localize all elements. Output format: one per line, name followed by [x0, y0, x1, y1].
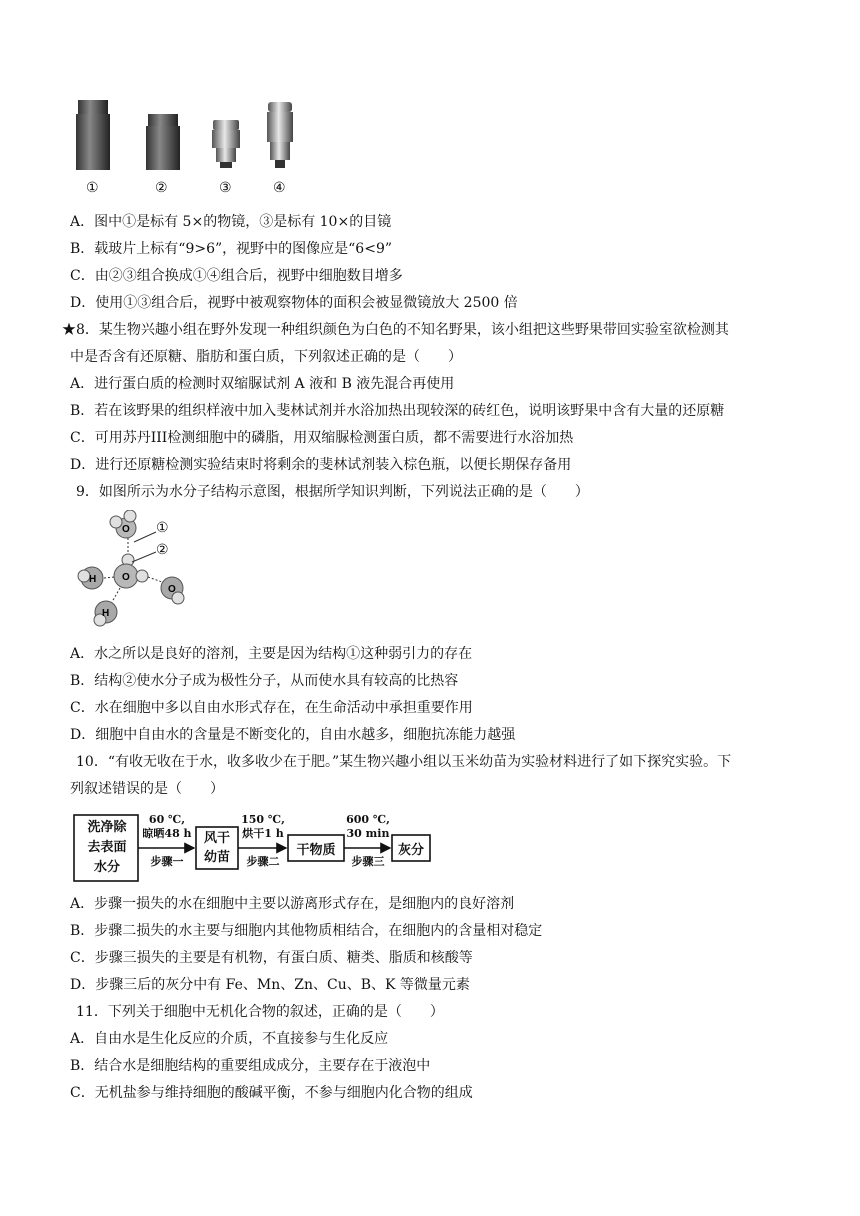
lens-images — [72, 100, 312, 180]
q7-option-d: D．使用①③组合后，视野中被观察物体的面积会被显微镜放大 2500 倍 — [70, 295, 518, 311]
q9-stem: 9．如图所示为水分子结构示意图，根据所学知识判断，下列说法正确的是（ ） — [76, 484, 589, 500]
flow-box-2-line-2: 幼苗 — [203, 850, 230, 865]
flow-box-3-label: 干物质 — [296, 843, 336, 858]
q10-stem-line-1: 10．“有收无收在于水，收多收少在于肥。”某生物兴趣小组以玉米幼苗为实验材料进行了如下探究实验。下 — [76, 754, 732, 770]
water-molecule-diagram — [70, 510, 200, 630]
q10-option-b: B．步骤二损失的水主要与细胞内其他物质相结合，在细胞内的含量相对稳定 — [70, 923, 543, 939]
step2-temp: 150 ℃, — [241, 813, 285, 826]
lens-label-2: ② — [155, 180, 168, 196]
q7-option-b: B．载玻片上标有“9>6”，视野中的图像应是“6<9” — [70, 241, 393, 257]
step1-temp: 60 ℃, — [148, 813, 186, 826]
lens-4-objective — [267, 102, 293, 168]
step2-label: 步骤二 — [246, 855, 280, 868]
q11-option-a: A．自由水是生化反应的介质，不直接参与生化反应 — [70, 1031, 389, 1047]
step2-time: 烘干1 h — [242, 827, 284, 840]
q10-option-c: C．步骤三损失的主要是有机物，有蛋白质、糖类、脂质和核酸等 — [70, 950, 473, 966]
q8-option-c: C．可用苏丹III检测细胞中的磷脂，用双缩脲检测蛋白质，都不需要进行水浴加热 — [70, 430, 574, 446]
q7-option-a: A．图中①是标有 5×的物镜，③是标有 10×的目镜 — [70, 214, 392, 230]
q8-stem-line-2: 中是否含有还原糖、脂肪和蛋白质，下列叙述正确的是（ ） — [70, 349, 462, 365]
q8-option-a: A．进行蛋白质的检测时双缩脲试剂 A 液和 B 液先混合再使用 — [70, 376, 455, 392]
experiment-flowchart — [70, 805, 440, 883]
step1-time: 晾晒48 h — [142, 827, 192, 840]
step3-label: 步骤三 — [351, 855, 385, 868]
q9-option-a: A．水之所以是良好的溶剂，主要是因为结构①这种弱引力的存在 — [70, 646, 473, 662]
q11-option-b: B．结合水是细胞结构的重要组成成分，主要存在于液泡中 — [70, 1058, 431, 1074]
q11-stem: 11．下列关于细胞中无机化合物的叙述，正确的是（ ） — [76, 1004, 444, 1020]
lens-3-objective — [212, 120, 240, 168]
flow-box-2-line-1: 风干 — [203, 831, 230, 846]
lens-label-3: ③ — [219, 180, 232, 196]
svg-text:O: O — [168, 584, 176, 595]
svg-text:H: H — [102, 608, 110, 619]
flow-box-4-label: 灰分 — [397, 843, 424, 858]
svg-text:O: O — [122, 572, 130, 583]
lens-label-1: ① — [86, 180, 99, 196]
q8-option-b: B．若在该野果的组织样液中加入斐林试剂并水浴加热出现较深的砖红色，说明该野果中含有大量的还原糖 — [70, 403, 725, 419]
top-oxygen-label: O — [122, 524, 130, 535]
step3-temp: 600 ℃, — [346, 813, 390, 826]
step3-time: 30 min — [346, 827, 390, 840]
flow-box-1-line-2: 去表面 — [87, 840, 127, 855]
lens-label-4: ④ — [273, 180, 286, 196]
lens-2-eyepiece — [146, 114, 180, 170]
diagram-marker-1: ① — [156, 520, 169, 536]
q9-option-c: C．水在细胞中多以自由水形式存在，在生命活动中承担重要作用 — [70, 700, 473, 716]
q8-stem-line-1: ★8．某生物兴趣小组在野外发现一种组织颜色为白色的不知名野果，该小组把这些野果带回实验室欲检测其 — [62, 322, 729, 338]
q11-option-c: C．无机盐参与维持细胞的酸碱平衡，不参与细胞内化合物的组成 — [70, 1085, 473, 1101]
q10-option-d: D．步骤三后的灰分中有 Fe、Mn、Zn、Cu、B、K 等微量元素 — [70, 977, 470, 993]
lens-1-eyepiece — [76, 100, 110, 170]
diagram-marker-2: ② — [156, 542, 169, 558]
q8-option-d: D．进行还原糖检测实验结束时将剩余的斐林试剂装入棕色瓶，以便长期保存备用 — [70, 457, 572, 473]
svg-text:H: H — [89, 574, 97, 585]
microscope-lens-figure — [72, 100, 312, 200]
flow-box-1-line-3: 水分 — [93, 860, 120, 875]
q9-option-b: B．结构②使水分子成为极性分子，从而使水具有较高的比热容 — [70, 673, 459, 689]
q9-option-d: D．细胞中自由水的含量是不断变化的，自由水越多，细胞抗冻能力越强 — [70, 727, 516, 743]
flow-box-1-line-1: 洗净除 — [87, 820, 127, 835]
q10-stem-line-2: 列叙述错误的是（ ） — [70, 781, 224, 797]
step1-label: 步骤一 — [150, 855, 184, 868]
q7-option-c: C．由②③组合换成①④组合后，视野中细胞数目增多 — [70, 268, 403, 284]
q10-option-a: A．步骤一损失的水在细胞中主要以游离形式存在，是细胞内的良好溶剂 — [70, 896, 515, 912]
